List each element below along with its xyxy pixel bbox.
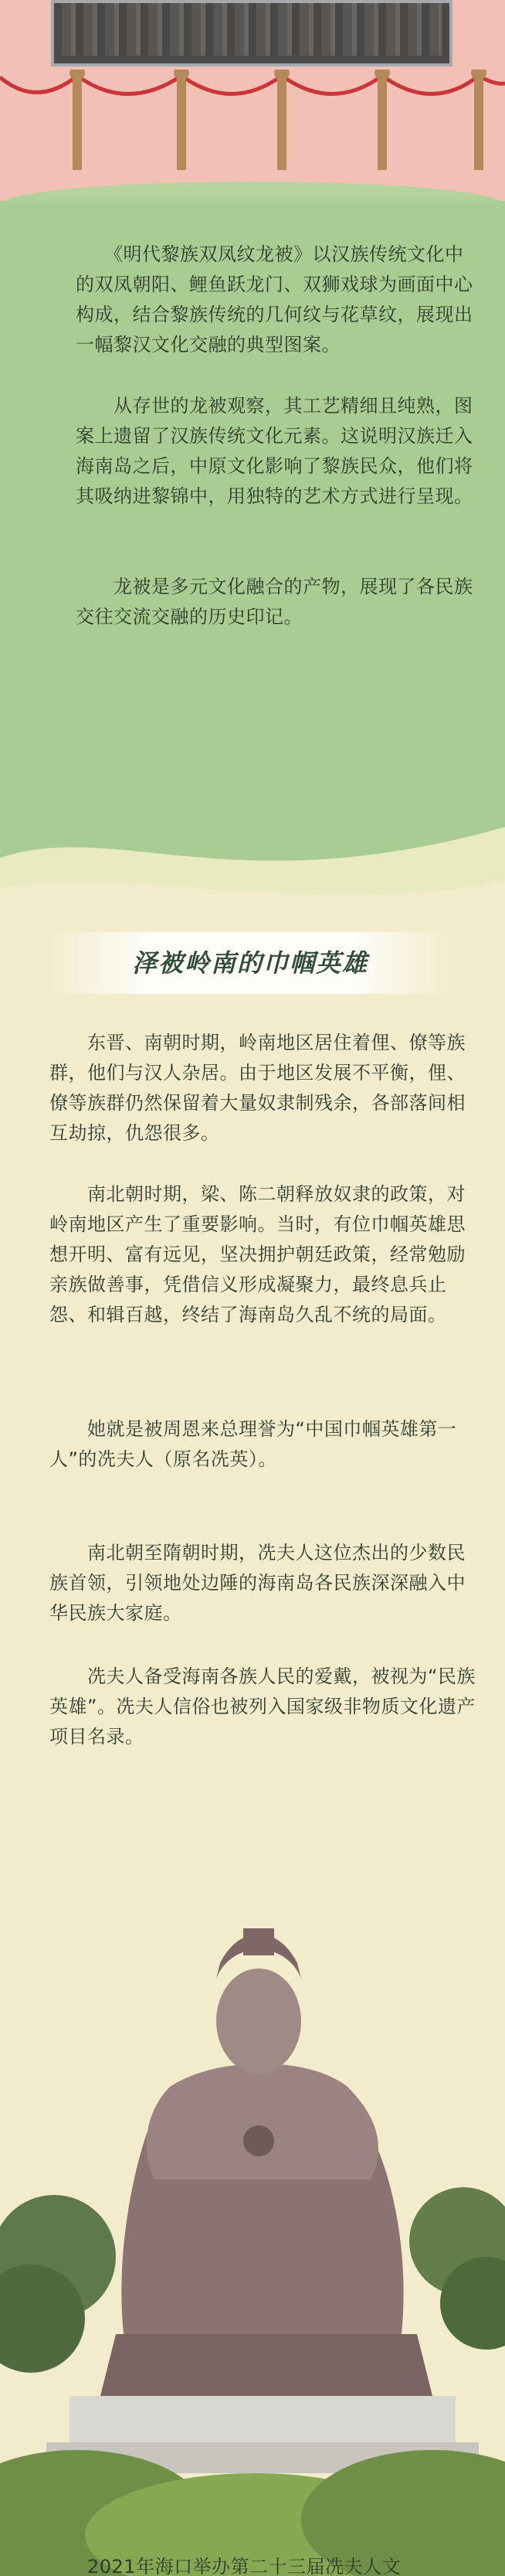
dragon-quilt-frame	[51, 0, 452, 66]
paragraph-heroine-legacy: 冼夫人备受海南各族人民的爱戴，被视为“民族英雄”。冼夫人信俗也被列入国家级非物质文化遗产项目名录。	[49, 1666, 476, 1747]
paragraph-heroine-name: 她就是被周恩来总理誉为“中国巾帼英雄第一人”的冼夫人（原名冼英）。	[49, 1418, 457, 1470]
paragraph-quilt-intro: 《明代黎族双凤纹龙被》以汉族传统文化中的双凤朝阳、鲤鱼跃龙门、双狮戏球为画面中心构成，结合黎族传统的几何纹与花草纹，展现出一幅黎汉文化交融的典型图案。	[76, 243, 473, 356]
paragraph-quilt-craft: 从存世的龙被观察，其工艺精细且纯熟，图案上遗留了汉族传统文化元素。这说明汉族迁入海南岛之后，中原文化影响了黎族民众，他们将其吸纳进黎锦中，用独特的艺术方式进行呈现。	[76, 395, 473, 507]
xian-fu-ren-statue-illustration	[0, 1855, 505, 2576]
paragraph-lingnan-background: 东晋、南朝时期，岭南地区居住着俚、僚等族群，他们与汉人杂居。由于地区发展不平衡，俚、僚等族群仍然保留着大量奴隶制残余，各部落间相互劫掠，仇怨很多。	[49, 1032, 466, 1144]
paragraph-heroine-unity: 南北朝至隋朝时期，冼夫人这位杰出的少数民族首领，引领地处边陲的海南岛各民族深深融入中华民族大家庭。	[49, 1542, 466, 1624]
exhibit-banner	[0, 0, 505, 216]
paragraph-heroine-policy: 南北朝时期，梁、陈二朝释放奴隶的政策，对岭南地区产生了重要影响。当时，有位巾帼英雄思想开明、富有远见，坚决拥护朝廷政策，经常勉励亲族做善事，凭借信义形成凝聚力，最终息兵止怨、和辑百越，终结了海南岛久乱不统的局面。	[49, 1183, 466, 1325]
rope-barrier-icon	[0, 70, 505, 170]
paragraph-quilt-history: 龙被是多元文化融合的产物，展现了各民族交往交流交融的历史印记。	[76, 576, 473, 628]
paragraph-festival-partial: 2021年海口举办第二十三届冼夫人文	[49, 2556, 402, 2576]
section-title: 泽被岭南的巾帼英雄	[49, 932, 451, 994]
